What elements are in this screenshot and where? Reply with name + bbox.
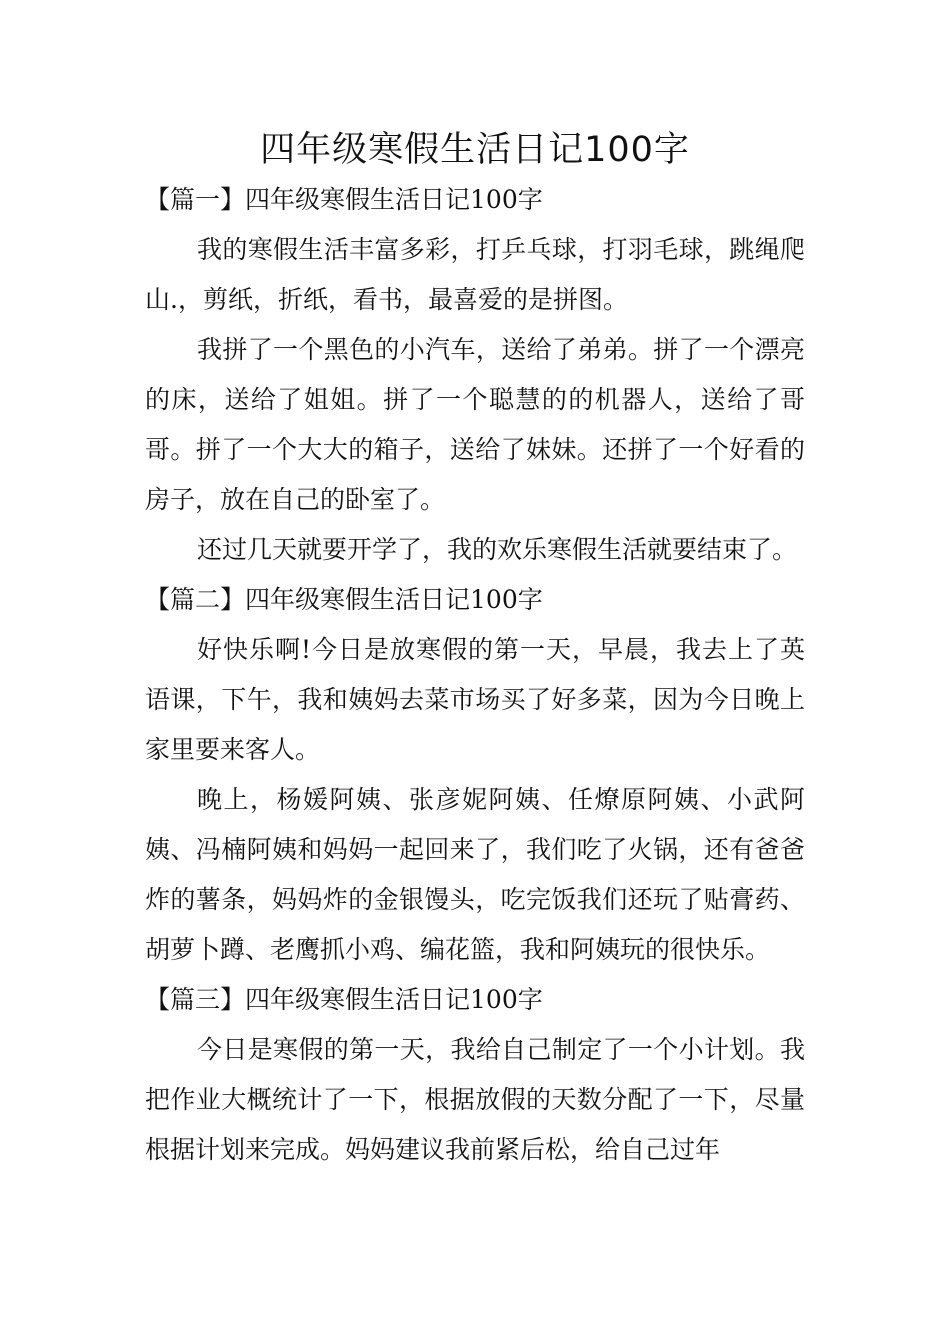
- section-2: [145, 575, 805, 975]
- section-heading: 【篇一】四年级寒假生活日记100字: [145, 185, 543, 214]
- section-heading: 【篇三】四年级寒假生活日记100字: [145, 985, 543, 1014]
- paragraph: 我的寒假生活丰富多彩，打乒乓球，打羽毛球，跳绳爬山.，剪纸，折纸，看书，最喜爱的是拼图。: [145, 235, 805, 314]
- section-heading: 【篇二】四年级寒假生活日记100字: [145, 585, 543, 614]
- paragraph: 好快乐啊!今日是放寒假的第一天，早晨，我去上了英语课，下午，我和姨妈去菜市场买了好多菜，因为今日晚上家里要来客人。: [145, 635, 805, 764]
- section-3: [145, 975, 805, 1175]
- document-title: 四年级寒假生活日记100字: [260, 130, 690, 170]
- paragraph: 今日是寒假的第一天，我给自己制定了一个小计划。我把作业大概统计了一下，根据放假的天数分配了一下，尽量根据计划来完成。妈妈建议我前紧后松，给自己过年: [145, 1035, 805, 1164]
- paragraph: 晚上，杨媛阿姨、张彦妮阿姨、任燎原阿姨、小武阿姨、冯楠阿姨和妈妈一起回来了，我们吃了火锅，还有爸爸炸的薯条，妈妈炸的金银馒头，吃完饭我们还玩了贴膏药、胡萝卜蹲、老鹰抓小鸡、编花篮，我和阿姨玩的很快乐。: [145, 785, 805, 964]
- document-body: [145, 175, 805, 1175]
- paragraph: 我拼了一个黑色的小汽车，送给了弟弟。拼了一个漂亮的床，送给了姐姐。拼了一个聪慧的的机器人，送给了哥哥。拼了一个大大的箱子，送给了妹妹。还拼了一个好看的房子，放在自己的卧室了。: [145, 335, 805, 514]
- paragraph: 还过几天就要开学了，我的欢乐寒假生活就要结束了。: [197, 535, 798, 564]
- section-1: [145, 175, 805, 575]
